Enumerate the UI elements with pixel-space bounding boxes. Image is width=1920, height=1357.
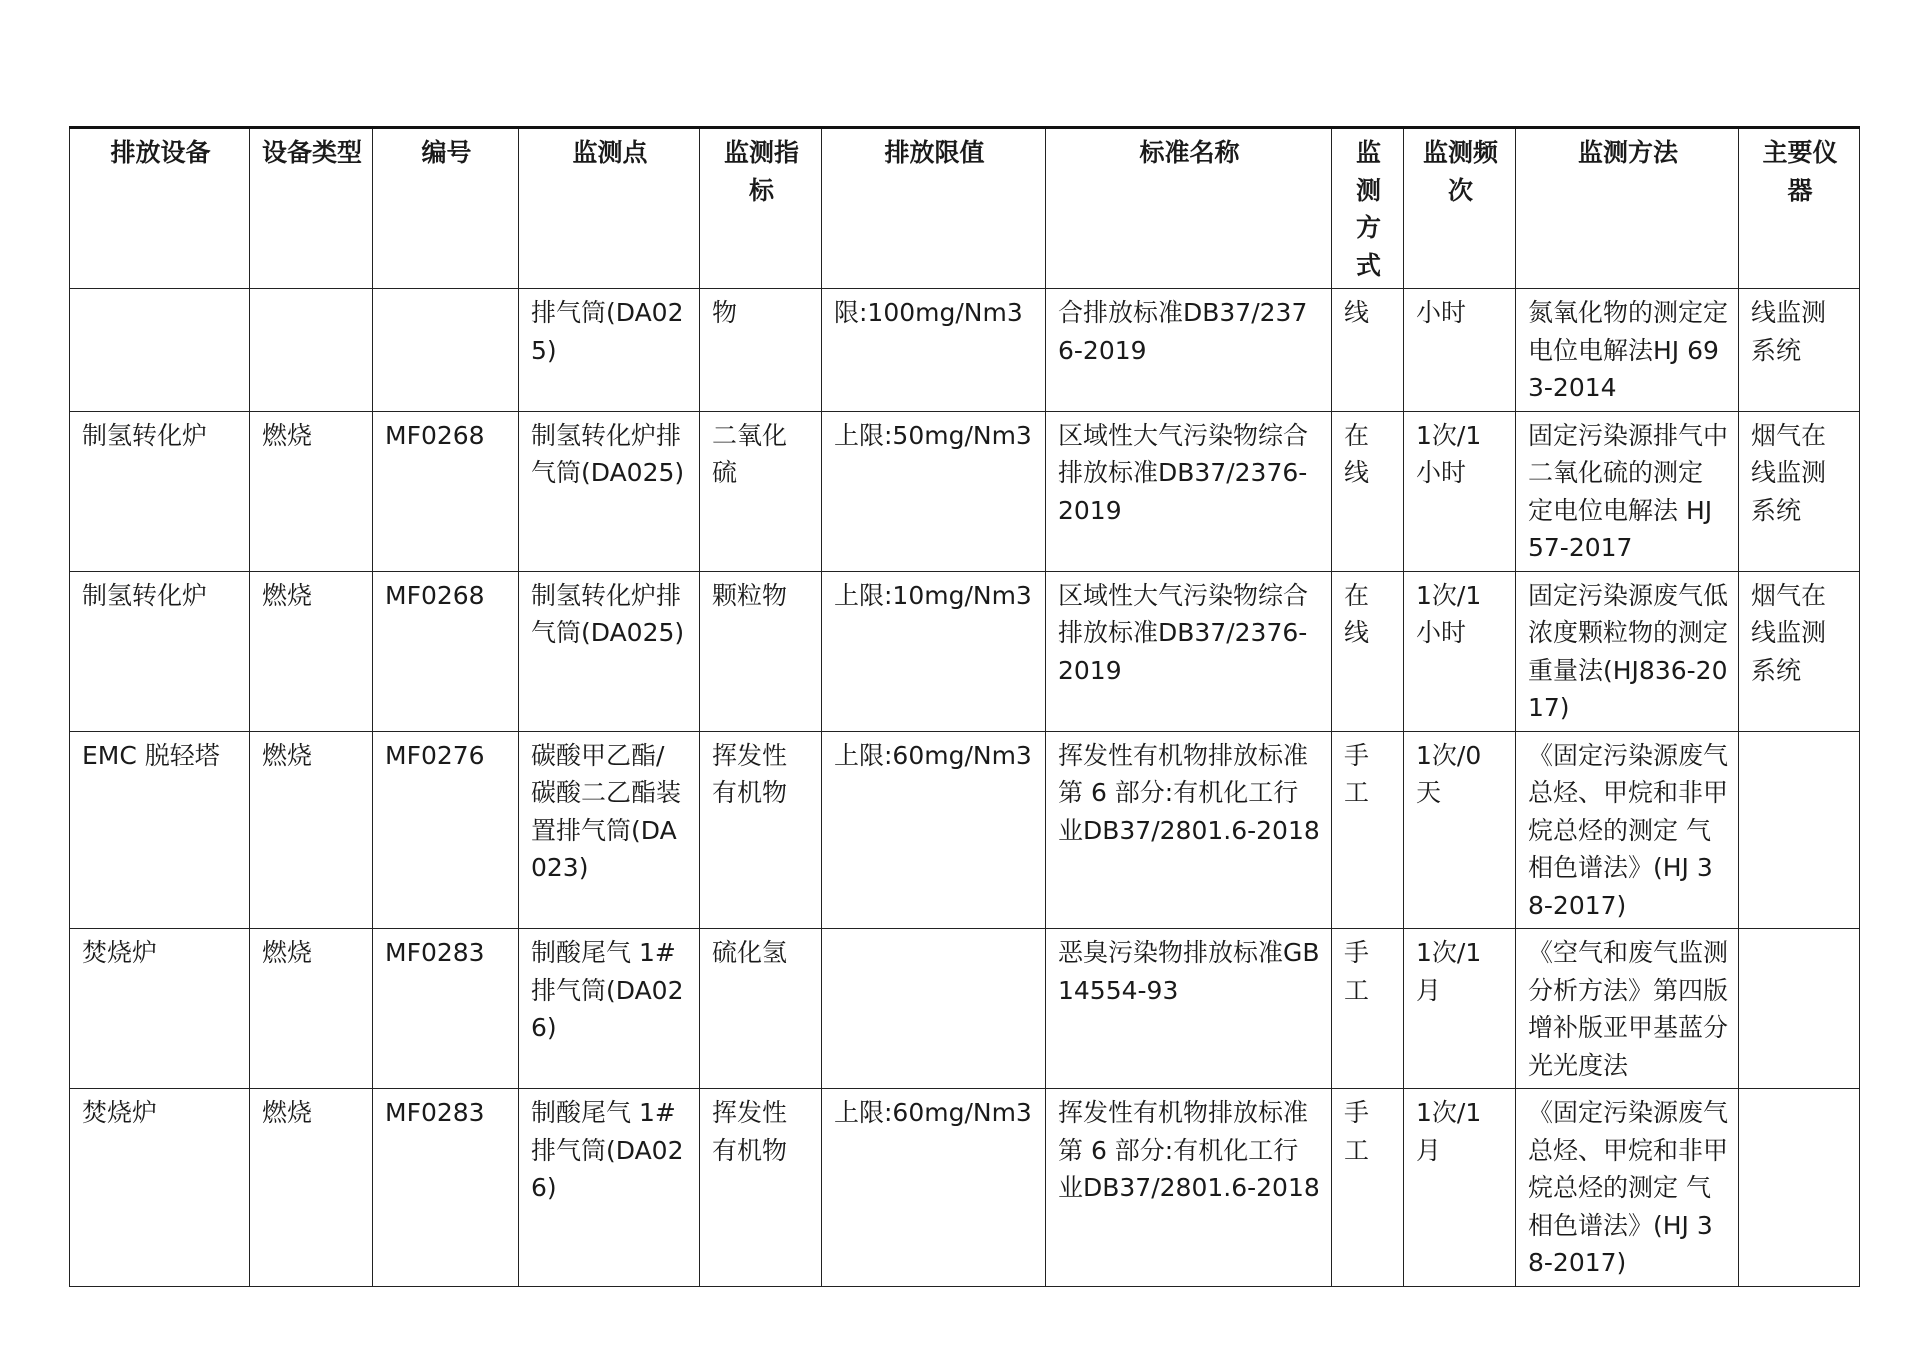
cell-indicator: 颗粒物 — [700, 571, 822, 731]
cell-mode: 在线 — [1332, 571, 1404, 731]
cell-limit: 上限:60mg/Nm3 — [822, 731, 1046, 929]
cell-equipment: 焚烧炉 — [70, 1089, 250, 1287]
cell-method: 氮氧化物的测定定电位电解法HJ 693-2014 — [1516, 289, 1739, 412]
cell-method: 固定污染源排气中二氧化硫的测定 定电位电解法 HJ 57-2017 — [1516, 411, 1739, 571]
cell-type: 燃烧 — [250, 411, 373, 571]
cell-standard: 恶臭污染物排放标准GB 14554-93 — [1046, 929, 1332, 1089]
cell-type: 燃烧 — [250, 929, 373, 1089]
table-row — [70, 411, 1860, 571]
cell-code: MF0268 — [373, 571, 519, 731]
cell-point: 制氢转化炉排气筒(DA025) — [519, 411, 700, 571]
cell-instrument — [1739, 1089, 1860, 1287]
cell-method: 《空气和废气监测分析方法》第四版增补版亚甲基蓝分光光度法 — [1516, 929, 1739, 1089]
cell-code: MF0268 — [373, 411, 519, 571]
cell-point: 制氢转化炉排气筒(DA025) — [519, 571, 700, 731]
cell-limit: 限:100mg/Nm3 — [822, 289, 1046, 412]
cell-code — [373, 289, 519, 412]
header-code: 编号 — [373, 128, 519, 289]
cell-code: MF0283 — [373, 929, 519, 1089]
cell-indicator: 挥发性有机物 — [700, 731, 822, 929]
cell-limit: 上限:50mg/Nm3 — [822, 411, 1046, 571]
cell-method: 固定污染源废气低浓度颗粒物的测定 重量法(HJ836-2017) — [1516, 571, 1739, 731]
monitoring-table — [69, 126, 1860, 1287]
cell-equipment: 制氢转化炉 — [70, 571, 250, 731]
cell-code: MF0283 — [373, 1089, 519, 1287]
cell-instrument: 烟气在线监测系统 — [1739, 411, 1860, 571]
cell-frequency: 1次/0天 — [1404, 731, 1516, 929]
cell-mode: 线 — [1332, 289, 1404, 412]
cell-mode: 在线 — [1332, 411, 1404, 571]
cell-frequency: 1次/1小时 — [1404, 571, 1516, 731]
header-monitoring-point: 监测点 — [519, 128, 700, 289]
table-row — [70, 731, 1860, 929]
cell-standard: 区域性大气污染物综合排放标准DB37/2376-2019 — [1046, 411, 1332, 571]
header-monitoring-mode: 监测方式 — [1332, 128, 1404, 289]
cell-standard: 合排放标准DB37/2376-2019 — [1046, 289, 1332, 412]
cell-equipment: 焚烧炉 — [70, 929, 250, 1089]
cell-type: 燃烧 — [250, 1089, 373, 1287]
table-row — [70, 289, 1860, 412]
cell-type: 燃烧 — [250, 731, 373, 929]
cell-mode: 手工 — [1332, 731, 1404, 929]
cell-indicator: 挥发性有机物 — [700, 1089, 822, 1287]
header-discharge-equipment: 排放设备 — [70, 128, 250, 289]
header-monitoring-frequency: 监测频次 — [1404, 128, 1516, 289]
cell-mode: 手工 — [1332, 1089, 1404, 1287]
table-row — [70, 571, 1860, 731]
cell-instrument: 烟气在线监测系统 — [1739, 571, 1860, 731]
cell-point: 碳酸甲乙酯/碳酸二乙酯装置排气筒(DA023) — [519, 731, 700, 929]
cell-point: 制酸尾气 1#排气筒(DA026) — [519, 1089, 700, 1287]
cell-indicator: 物 — [700, 289, 822, 412]
cell-instrument: 线监测系统 — [1739, 289, 1860, 412]
cell-indicator: 硫化氢 — [700, 929, 822, 1089]
cell-frequency: 1次/1月 — [1404, 929, 1516, 1089]
cell-type — [250, 289, 373, 412]
cell-frequency: 1次/1小时 — [1404, 411, 1516, 571]
cell-limit — [822, 929, 1046, 1089]
cell-method: 《固定污染源废气 总烃、甲烷和非甲烷总烃的测定 气相色谱法》(HJ 38-2017) — [1516, 1089, 1739, 1287]
cell-code: MF0276 — [373, 731, 519, 929]
cell-indicator: 二氧化硫 — [700, 411, 822, 571]
header-equipment-type: 设备类型 — [250, 128, 373, 289]
cell-standard: 挥发性有机物排放标准第 6 部分:有机化工行业DB37/2801.6-2018 — [1046, 1089, 1332, 1287]
cell-equipment — [70, 289, 250, 412]
cell-point: 制酸尾气 1#排气筒(DA026) — [519, 929, 700, 1089]
cell-instrument — [1739, 929, 1860, 1089]
header-emission-limit: 排放限值 — [822, 128, 1046, 289]
cell-equipment: 制氢转化炉 — [70, 411, 250, 571]
cell-limit: 上限:10mg/Nm3 — [822, 571, 1046, 731]
cell-frequency: 1次/1月 — [1404, 1089, 1516, 1287]
cell-standard: 挥发性有机物排放标准第 6 部分:有机化工行业DB37/2801.6-2018 — [1046, 731, 1332, 929]
table-row — [70, 1089, 1860, 1287]
cell-frequency: 小时 — [1404, 289, 1516, 412]
cell-type: 燃烧 — [250, 571, 373, 731]
header-monitoring-method: 监测方法 — [1516, 128, 1739, 289]
header-monitoring-indicator: 监测指标 — [700, 128, 822, 289]
header-main-instrument: 主要仪器 — [1739, 128, 1860, 289]
table-header-row — [70, 128, 1860, 289]
cell-limit: 上限:60mg/Nm3 — [822, 1089, 1046, 1287]
cell-instrument — [1739, 731, 1860, 929]
header-standard-name: 标准名称 — [1046, 128, 1332, 289]
cell-standard: 区域性大气污染物综合排放标准DB37/2376-2019 — [1046, 571, 1332, 731]
table-row — [70, 929, 1860, 1089]
cell-mode: 手工 — [1332, 929, 1404, 1089]
cell-method: 《固定污染源废气 总烃、甲烷和非甲烷总烃的测定 气相色谱法》(HJ 38-2017) — [1516, 731, 1739, 929]
cell-equipment: EMC 脱轻塔 — [70, 731, 250, 929]
cell-point: 排气筒(DA025) — [519, 289, 700, 412]
